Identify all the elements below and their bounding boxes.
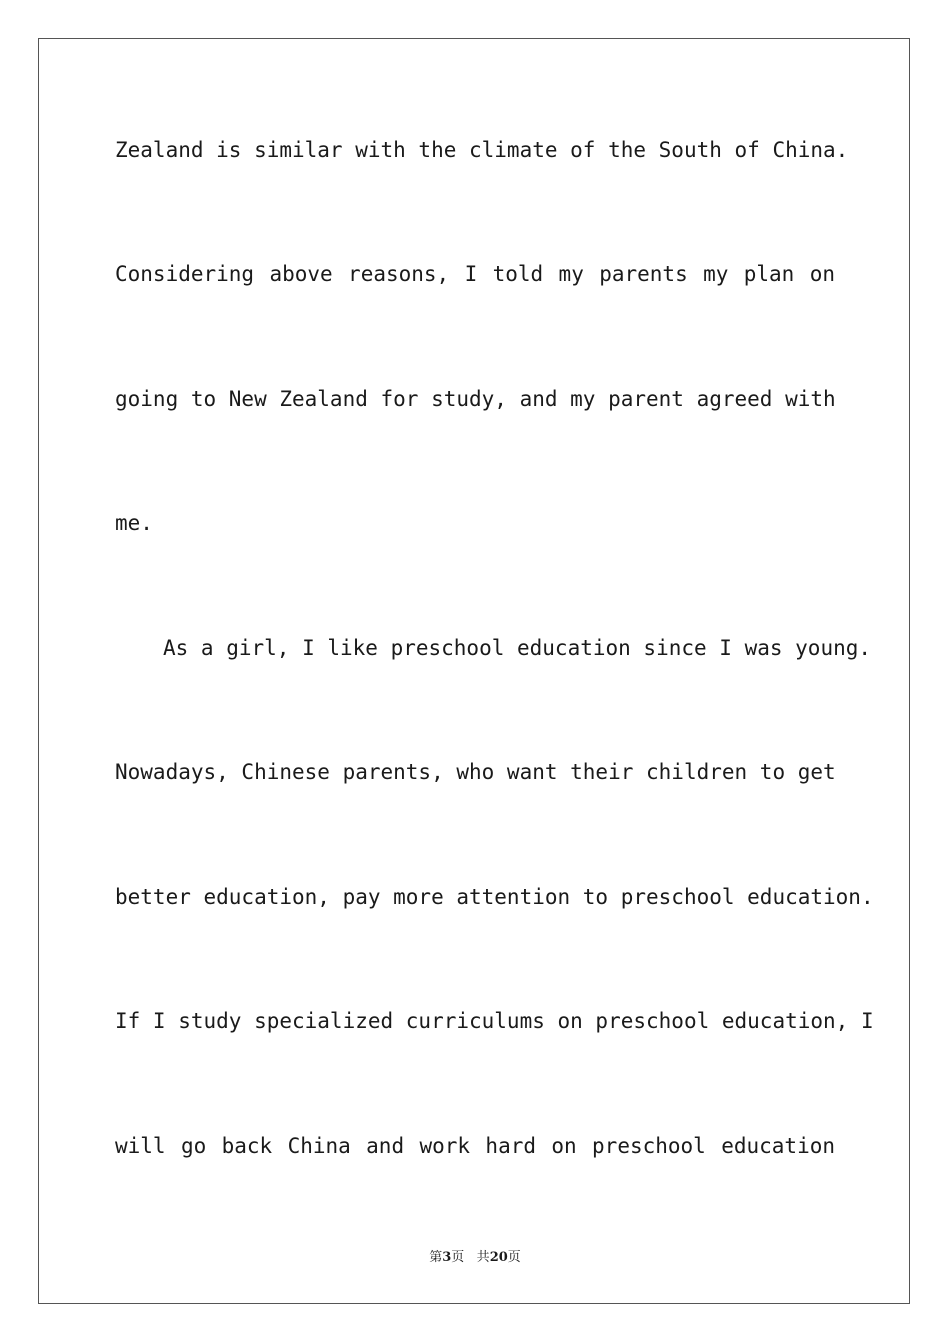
footer-total-prefix: 共 — [476, 1250, 490, 1265]
footer-page-prefix: 第 — [429, 1250, 443, 1265]
footer-page-number: 3 — [442, 1250, 452, 1265]
footer-page-suffix: 页 — [451, 1250, 465, 1265]
text-line: better education, pay more attention to preschool education. — [115, 885, 874, 909]
text-line: Nowadays, Chinese parents, who want their children to get — [115, 760, 836, 784]
text-line: If I study specialized curriculums on preschool education, I — [115, 1009, 874, 1033]
text-line: Zealand is similar with the climate of the South of China. — [115, 138, 849, 162]
text-line: will go back China and work hard on preschool education — [115, 1134, 835, 1158]
footer-total-pages: 20 — [489, 1250, 508, 1265]
text-line: me. — [115, 511, 153, 535]
text-line: going to New Zealand for study, and my parent agreed with — [115, 387, 836, 411]
page-border — [38, 38, 910, 1304]
text-line: Considering above reasons, I told my parents my plan on — [115, 262, 835, 286]
page-footer — [0, 1246, 950, 1265]
footer-total-suffix: 页 — [507, 1250, 521, 1265]
text-line: As a girl, I like preschool education since I was young. — [163, 636, 872, 660]
